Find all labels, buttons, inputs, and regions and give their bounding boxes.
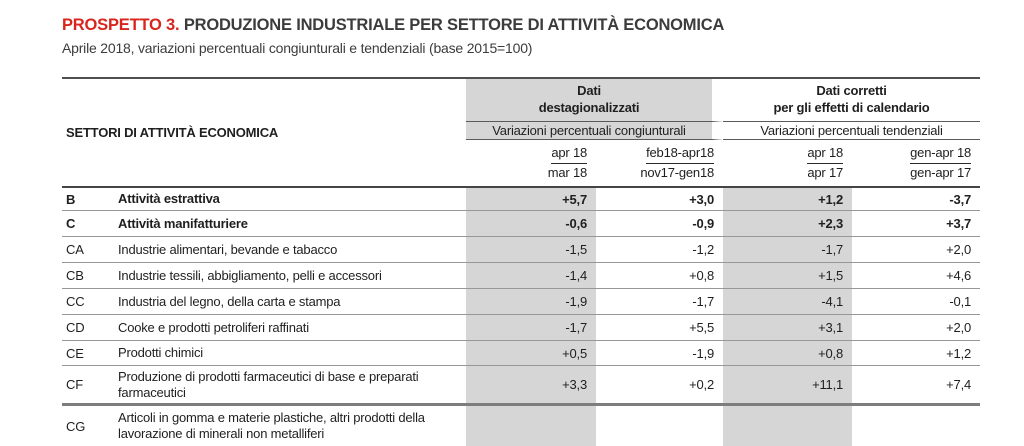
title-block [62,16,982,56]
title-text: PRODUZIONE INDUSTRIALE PER SETTORE DI ATTIVITÀ ECONOMICA [183,16,725,34]
period4-denominator: gen-apr 17 [910,164,972,180]
sector-name: Industria del legno, della carta e stampa [118,289,466,315]
period3-denominator: apr 17 [807,164,844,180]
sector-code: CB [62,263,118,289]
period2-numerator: feb18-apr18 [646,144,714,164]
sector-code: C [62,211,118,237]
value-cell: +7,4 [852,366,980,406]
value-cell: -0,6 [466,211,596,237]
title-label: PROSPETTO 3. [62,16,180,34]
value-cell: +1,2 [723,188,852,211]
period1-denominator: mar 18 [547,164,588,180]
sector-name: Industrie alimentari, bevande e tabacco [118,237,466,263]
sector-code: CG [66,418,86,434]
value-cell: +1,2 [852,341,980,366]
value-cell: -4,1 [723,289,852,315]
sector-name: Industrie tessili, abbigliamento, pelli e accessori [118,263,466,289]
group-header-destagionalizzati [466,79,723,122]
sector-name: Articoli in gomma e materie plastiche, altri prodotti della lavorazione di minerali non metalliferi [118,410,425,441]
group2-line2: per gli effetti di calendario [773,100,930,115]
page-subtitle: Aprile 2018, variazioni percentuali congiunturali e tendenziali (base 2015=100) [62,40,533,56]
value-cell [852,406,980,446]
value-cell: -1,7 [723,237,852,263]
value-cell: -0,1 [852,289,980,315]
table-row-c [62,211,980,237]
value-cell: -1,7 [596,289,723,315]
value-cell: -1,4 [466,263,596,289]
subheader-tendenziali: Variazioni percentuali tendenziali [723,122,980,140]
table-row-b [62,188,980,211]
value-cell: +2,3 [723,211,852,237]
value-cell: +0,5 [466,341,596,366]
sector-name: Prodotti chimici [118,341,466,366]
value-cell: +3,7 [852,211,980,237]
sector-name: Produzione di prodotti farmaceutici di base e preparati farmaceutici [118,366,466,406]
sector-code: CF [62,366,118,406]
value-cell: +1,5 [723,263,852,289]
sector-name: Attività manifatturiere [118,211,466,237]
value-cell: +11,1 [723,366,852,406]
table-row-cb [62,263,980,289]
group2-line1: Dati corretti [816,83,887,99]
period2-denominator: nov17-gen18 [640,164,715,180]
row-header-settori: SETTORI DI ATTIVITÀ ECONOMICA [62,79,466,188]
table-row-cf [62,366,980,406]
sector-code: CC [62,289,118,315]
sector-name: Cooke e prodotti petroliferi raffinati [118,315,466,341]
header-group-row [62,79,980,122]
table-row-cg-partial [62,406,980,446]
value-cell: -0,9 [596,211,723,237]
value-cell: -1,2 [596,237,723,263]
value-cell: +0,8 [723,341,852,366]
value-cell: +2,0 [852,237,980,263]
sector-code: CE [62,341,118,366]
value-cell: +5,5 [596,315,723,341]
value-cell: +2,0 [852,315,980,341]
period3-numerator: apr 18 [807,144,843,164]
sector-code: CD [62,315,118,341]
table-row-cc [62,289,980,315]
value-cell: -1,9 [466,289,596,315]
value-cell: +3,3 [466,366,596,406]
group1-line1: Dati [577,83,601,99]
period-col-1 [466,140,596,188]
period-col-4 [852,140,980,188]
sector-code: CA [62,237,118,263]
group-header-dati-corretti [723,79,980,122]
table-row-cd [62,315,980,341]
sector-code: B [62,188,118,211]
value-cell: +4,6 [852,263,980,289]
period4-numerator: gen-apr 18 [910,144,971,164]
prospetto-table [62,77,980,446]
value-cell [466,406,596,446]
period-col-2 [596,140,723,188]
table-row-ce [62,341,980,366]
value-cell: -1,5 [466,237,596,263]
period1-numerator: apr 18 [551,144,587,164]
value-cell: +3,0 [596,188,723,211]
value-cell [723,406,852,446]
sector-name: Attività estrattiva [118,188,466,211]
period-col-3 [723,140,852,188]
value-cell: -1,7 [466,315,596,341]
value-cell [596,406,723,446]
table-row-ca [62,237,980,263]
group1-line2: destagionalizzati [538,100,640,115]
value-cell: +0,2 [596,366,723,406]
value-cell: +0,8 [596,263,723,289]
value-cell: +3,1 [723,315,852,341]
page-title [62,16,982,35]
value-cell: +5,7 [466,188,596,211]
subheader-congiunturali: Variazioni percentuali congiunturali [466,122,723,140]
value-cell: -1,9 [596,341,723,366]
value-cell: -3,7 [852,188,980,211]
